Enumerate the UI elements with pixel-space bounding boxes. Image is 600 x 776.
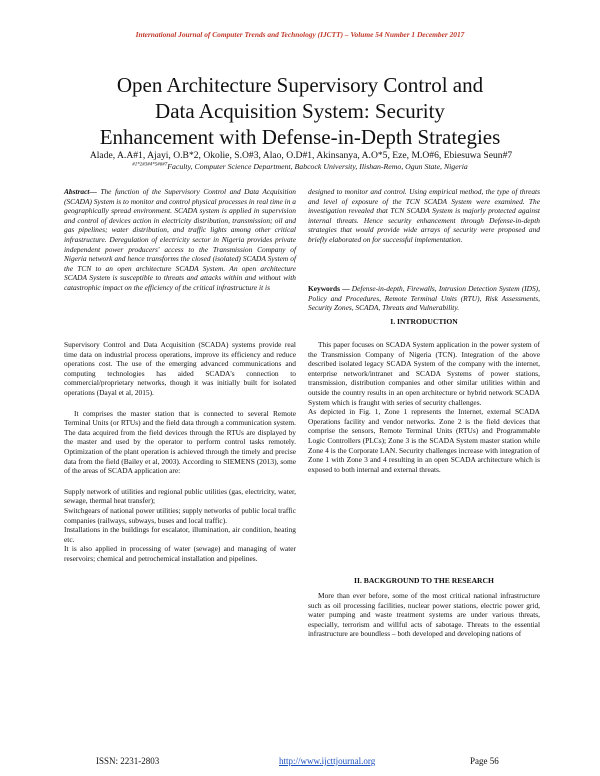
footer-page-number: Page 56 — [470, 756, 499, 766]
paragraph: It is also applied in processing of water (sewage) and managing of water reservoirs; chemical and petrochemical installation and pipelines. — [64, 544, 296, 563]
paragraph: It comprises the master station that is connected to several Remote Terminal Units (or RTUs) and the field data through a communication system. The data acquired from the field devices through the RTUs are displayed by the master and used by the operator to perform control tasks remotely. Optimization of the plant operation is achieved through the timely and precise data from the field (Bailey et al, 2003). According to SIEMENS (2013), some of the areas of SCADA application are: — [64, 408, 296, 476]
section-heading-introduction: I. INTRODUCTION — [390, 317, 458, 326]
paragraph: Switchgears of national power utilities; supply networks of public local traffic companies (railways, subways, buses and local traffic). — [64, 505, 296, 525]
abstract-right: designed to monitor and control. Using empirical method, the type of threats and level of exposure of the TCN SCADA System were examined. The investigation revealed that TCN SCADA System is majorly protected against internal threats. Hence security enhancement through Defense-in-depth strategies that would provide wide arrays of security were proposed and briefly elaborated on for successful implementation. — [308, 187, 540, 244]
right-body-background — [308, 591, 540, 639]
abstract-text: The function of the Supervisory Control and Data Acquisition (SCADA) System is to monitor and control physical processes in real time in a geographically spread environment. SCADA system is applied in supervision and control of devices action in electricity distribution, transmission; oil and gas pipelines; water distribution, and traffic lights among other critical infrastructure. Deregulation of electricity sector in Nigeria provides private independent power producers' access to the Transmission Company of Nigeria network and hence transforms the closed (isolated) SCADA System of the TCN to an open architecture SCADA System. An open architecture SCADA System is susceptible to threats and attacks within and without with catastrophic impact on the efficiency of the critical infrastructure it is — [64, 187, 296, 292]
paragraph: As depicted in Fig. 1, Zone 1 represents the Internet, external SCADA Operations facility and vendor networks. Zone 2 is the field devices that comprise the sensors, Remote Terminal Units (RTUs) and Programmable Logic Controllers (PLCs); Zone 3 is the SCADA System master station while Zone 4 is the Corporate LAN. Security challenges increase with integration of Zone 1 with Zone 3 and 4 resulting in an open SCADA architecture which is exposed to both internal and external threats. — [308, 407, 540, 474]
affiliation — [20, 162, 580, 171]
paragraph: Supply network of utilities and regional public utilities (gas, electricity, water, sewage, thermal heat transfer); — [64, 486, 296, 506]
keywords-text: Defense-in-depth, Firewalls, Intrusion Detection System (IDS), Policy and Procedures, Remote Terminal Units (RTU), Risk Assessments, Security Zones, SCADA, Threats and Vulnerability. — [308, 284, 540, 313]
title-line: Data Acquisition System: Security — [155, 99, 445, 123]
paper-title — [30, 72, 570, 150]
paragraph: More than ever before, some of the most critical national infrastructure such as oil processing facilities, nuclear power stations, electric power grid, water pumping and waste treatment systems are under various threats, especially, terrorism and willful acts of sabotage. Threats to the essential infrastructure are boundless – both developed and developing nations of — [308, 591, 540, 639]
abstract-left — [64, 187, 296, 293]
paragraph: Installations in the buildings for escalator, illumination, air condition, heating etc. — [64, 525, 296, 544]
paragraph: This paper focuses on SCADA System application in the power system of the Transmission Company of Nigeria (TCN). Integration of the above described isolated legacy SCADA System of the company with the internet, enterprise network/intranet and SCADA Systems of power stations, transmission, distribution companies and other similar utilities within and outside the country results in an open architecture or hybrid network SCADA System which is fraught with series of security challenges. — [308, 340, 540, 407]
affiliation-text: Faculty, Computer Science Department, Babcock University, Ilishan-Remo, Ogun State, Nigeria — [167, 162, 468, 171]
title-line: Open Architecture Supervisory Control and — [116, 73, 484, 97]
right-body — [308, 340, 540, 474]
left-body — [64, 340, 296, 563]
keywords — [308, 284, 540, 313]
paragraph: Supervisory Control and Data Acquisition (SCADA) systems provide real time data on industrial process operations, improve its efficiency and reduce operations cost. The use of the emerging advanced communications and computing technologies has aided SCADA's connection to commercial/proprietary networks, though it was initially built for isolated operations (Dayal et al, 2015). — [64, 340, 296, 397]
title-line: Enhancement with Defense-in-Depth Strategies — [99, 125, 501, 149]
abstract-label: Abstract— — [64, 187, 97, 196]
section-heading-background: II. BACKGROUND TO THE RESEARCH — [354, 576, 494, 585]
footer-issn: ISSN: 2231-2803 — [96, 756, 160, 766]
journal-header: International Journal of Computer Trends and Technology (IJCTT) – Volume 54 Number 1 December 2017 — [135, 30, 465, 39]
footer-url-link[interactable]: http://www.ijcttjournal.org — [279, 756, 376, 766]
keywords-label: Keywords — — [308, 284, 350, 293]
author-list: Alade, A.A#1, Ajayi, O.B*2, Okolie, S.O#3, Alao, O.D#1, Akinsanya, A.O*5, Eze, M.O#6, Ebiesuwa Seun#7 — [89, 150, 513, 161]
affiliation-superscripts: #1*2#3#4*5#6#7 — [132, 162, 168, 168]
